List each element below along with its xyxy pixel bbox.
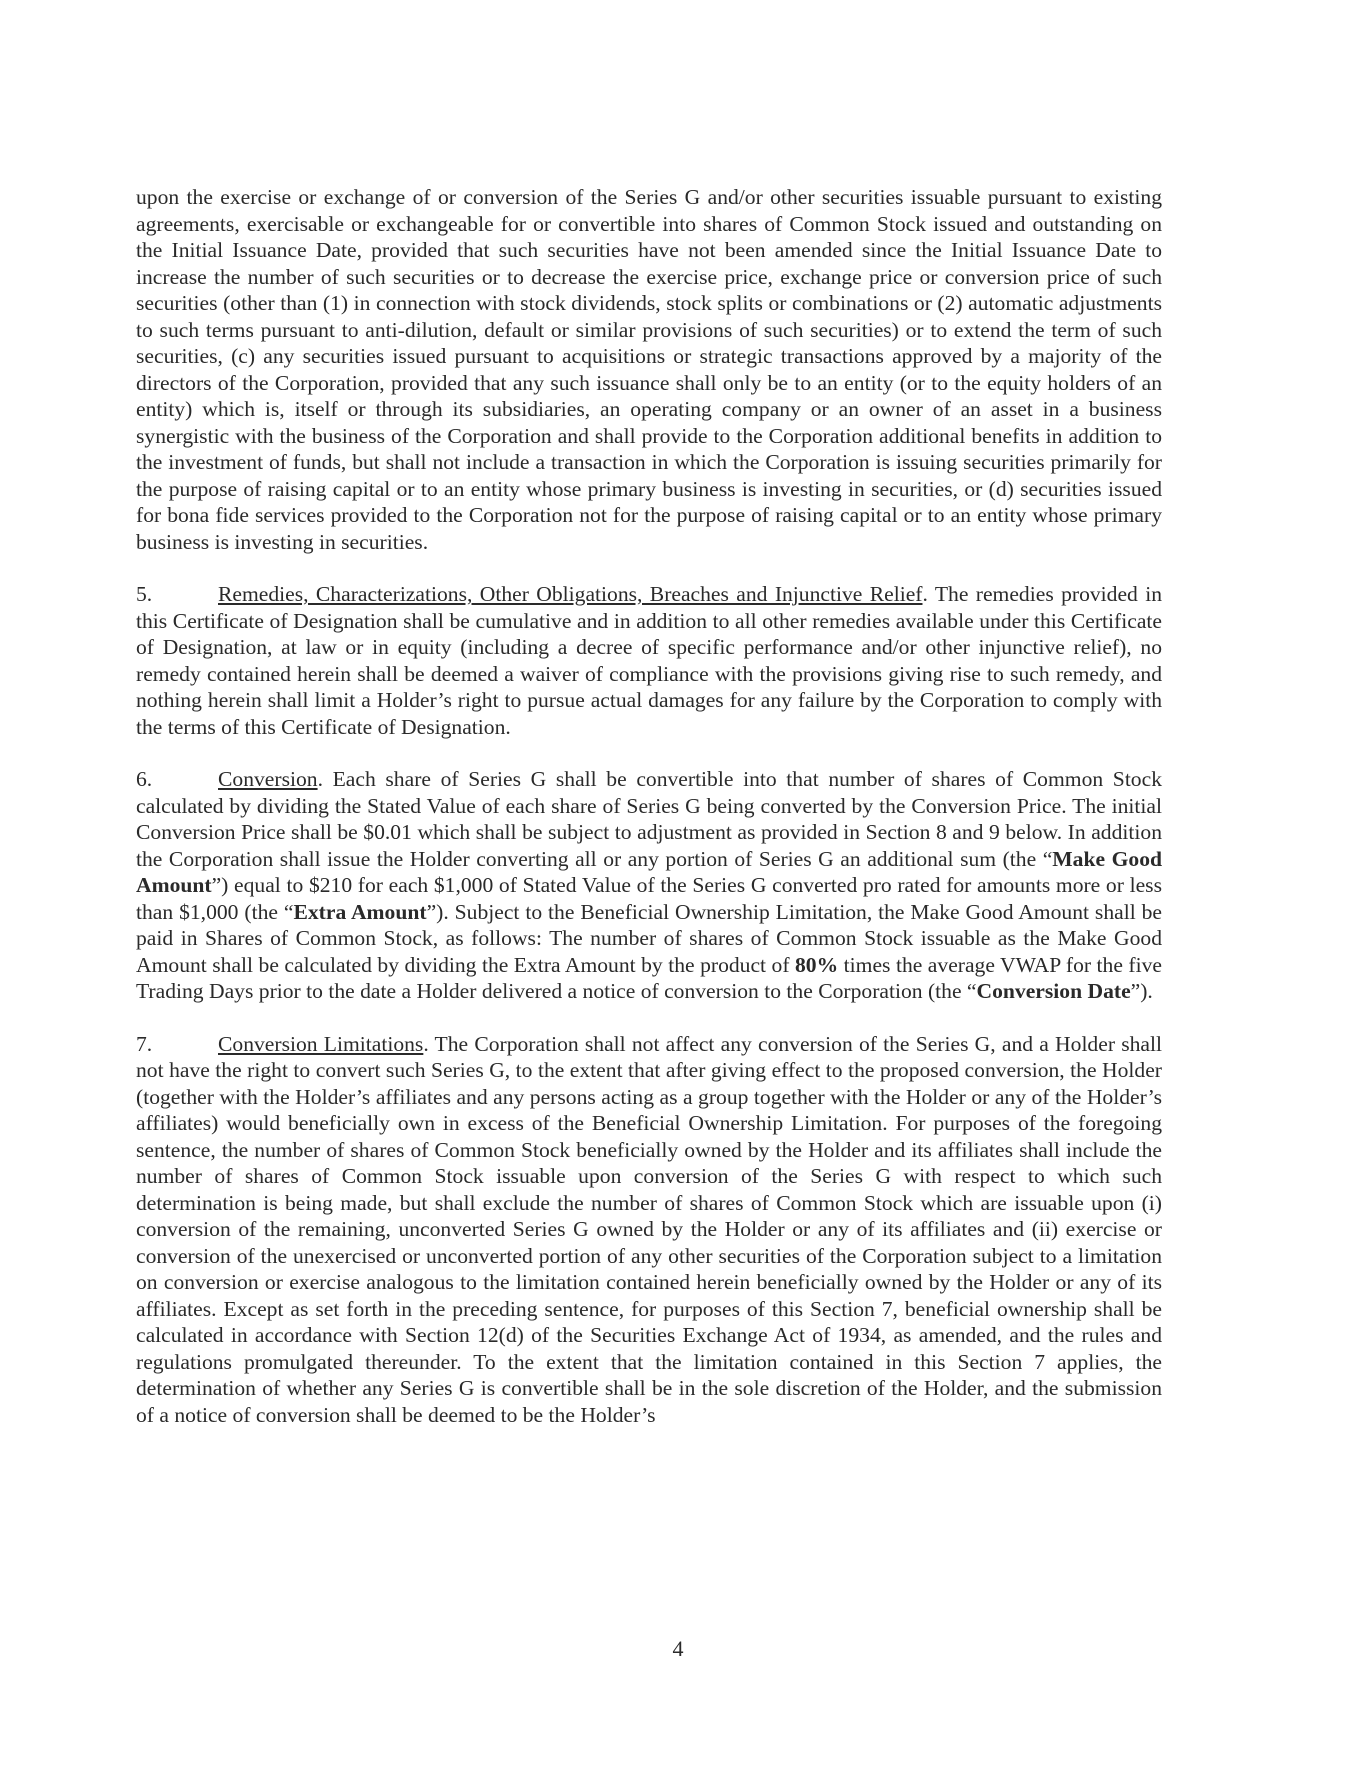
- defined-term: Conversion Date: [976, 979, 1131, 1003]
- section-heading: Conversion Limitations: [218, 1031, 424, 1056]
- section-heading: Conversion: [218, 767, 318, 791]
- section-body: ”). Subject to the Beneficial Ownership Limitation, the Make Good Amount shall be paid in Shares of Common Stock, as follows: The number of shares of Common Stock issuable as the Make Good Amount shall be calculated by dividing the Extra Amount by the product of: [136, 899, 1162, 977]
- section-body: . The remedies provided in this Certificate of Designation shall be cumulative and in addition to all other remedies available under this Certificate of Designation, at law or in equity (including a decree of specific performance and/or other injunctive relief), no remedy contained herein shall be deemed a waiver of compliance with the provisions giving rise to such remedy, and nothing herein shall limit a Holder’s right to pursue actual damages for any failure by the Corporation to comply with the terms of this Certificate of Designation.: [136, 582, 1162, 739]
- continued-paragraph: upon the exercise or exchange of or conversion of the Series G and/or other securities issuable pursuant to existing agreements, exercisable or exchangeable for or convertible into shares of Common Stock issued and outstanding on the Initial Issuance Date, provided that such securities have not been amended since the Initial Issuance Date to increase the number of such securities or to decrease the exercise price, exchange price or conversion price of such securities (other than (1) in connection with stock dividends, stock splits or combinations or (2) automatic adjustments to such terms pursuant to anti-dilution, default or similar provisions of such securities) or to extend the term of such securities, (c) any securities issued pursuant to acquisitions or strategic transactions approved by a majority of the directors of the Corporation, provided that any such issuance shall only be to an entity (or to the equity holders of an entity) which is, itself or through its subsidiaries, an operating company or an owner of an asset in a business synergistic with the business of the Corporation and shall provide to the Corporation additional benefits in addition to the investment of funds, but shall not include a transaction in which the Corporation is issuing securities primarily for the purpose of raising capital or to an entity whose primary business is investing in securities, or (d) securities issued for bona fide services provided to the Corporation not for the purpose of raising capital or to an entity whose primary business is investing in securities.: [136, 185, 1162, 554]
- section-body: . Each share of Series G shall be convertible into that number of shares of Common Stock calculated by dividing the Stated Value of each share of Series G being converted by the Conversion Price. The initial Conversion Price shall be $0.01 which shall be subject to adjustment as provided in Section 8 and 9 below. In addition the Corporation shall issue the Holder converting all or any portion of Series G an additional sum (the “: [136, 767, 1162, 871]
- section-number: 7.: [136, 1031, 153, 1056]
- section-7: [136, 1031, 1162, 1429]
- section-body: . The Corporation shall not affect any conversion of the Series G, and a Holder shall not have the right to convert such Series G, to the extent that after giving effect to the proposed conversion, the Holder (together with the Holder’s affiliates and any persons acting as a group together with the Holder or any of the Holder’s affiliates) would beneficially own in excess of the Beneficial Ownership Limitation. For purposes of the foregoing sentence, the number of shares of Common Stock beneficially owned by the Holder and its affiliates shall include the number of shares of Common Stock issuable upon conversion of the Series G with respect to which such determination is being made, but shall exclude the number of shares of Common Stock which are issuable upon (i) conversion of the remaining, unconverted Series G owned by the Holder or any of its affiliates and (ii) exercise or conversion of the unexercised or unconverted portion of any other securities of the Corporation subject to a limitation on conversion or exercise analogous to the limitation contained herein beneficially owned by the Holder or any of its affiliates. Except as set forth in the preceding sentence, for purposes of this Section 7, beneficial ownership shall be calculated in accordance with Section 12(d) of the Securities Exchange Act of 1934, as amended, and the rules and regulations promulgated thereunder. To the extent that the limitation contained in this Section 7 applies, the determination of whether any Series G is convertible shall be in the sole discretion of the Holder, and the submission of a notice of conversion shall be deemed to be the Holder’s: [136, 1031, 1162, 1427]
- section-6: [136, 766, 1162, 1005]
- page-number: 4: [672, 1636, 684, 1661]
- section-body: times the average VWAP for the five Trading Days prior to the date a Holder delivered a notice of conversion to the Corporation (the “: [136, 952, 1162, 1003]
- section-5: [136, 581, 1162, 740]
- defined-term: Extra Amount: [293, 899, 427, 924]
- section-heading: Remedies, Characterizations, Other Obligations, Breaches and Injunctive Relief: [218, 582, 923, 606]
- section-body: ”) equal to $210 for each $1,000 of Stated Value of the Series G converted pro rated for amounts more or less than $1,000 (the “: [136, 873, 1162, 924]
- defined-term: 80%: [795, 952, 839, 977]
- defined-term: Make Good Amount: [136, 846, 1162, 897]
- section-number: 6.: [136, 767, 153, 791]
- section-body: ”).: [1130, 979, 1153, 1003]
- section-number: 5.: [136, 582, 153, 606]
